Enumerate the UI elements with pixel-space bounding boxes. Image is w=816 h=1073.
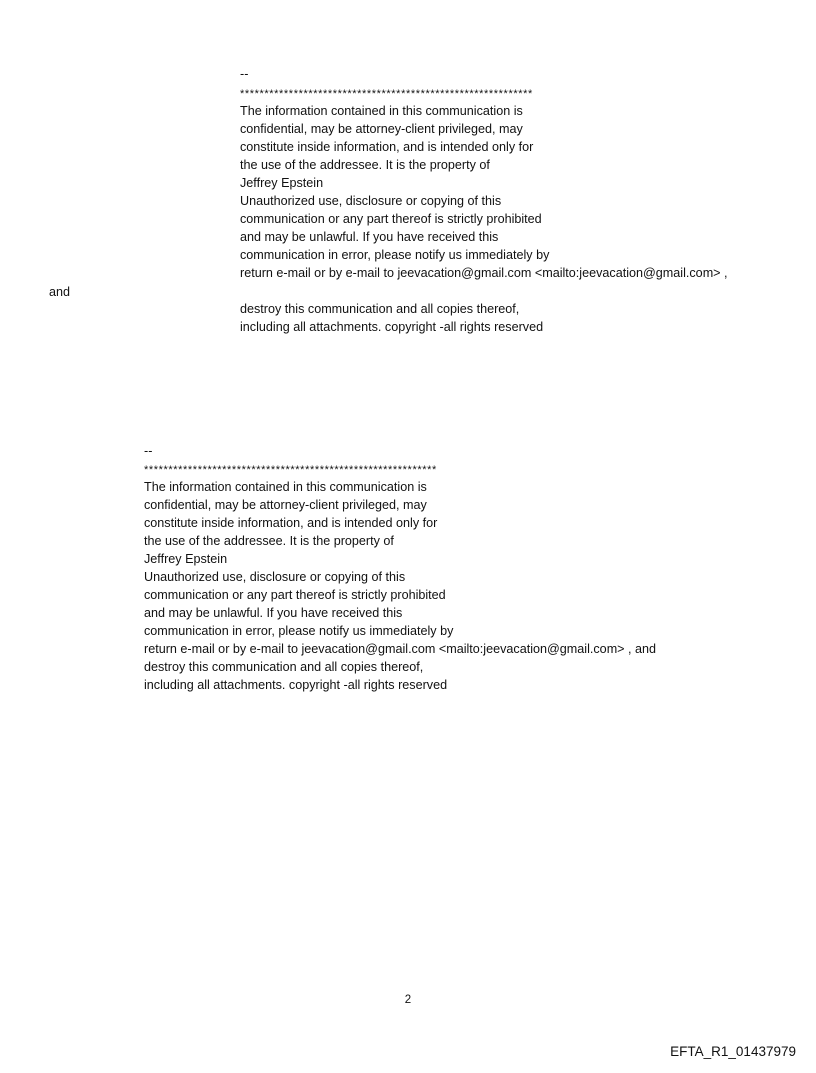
disclaimer-line: destroy this communication and all copies thereof, xyxy=(240,302,520,316)
disclaimer-line: return e-mail or by e-mail to jeevacation@gmail.com <mailto:jeevacation@gmail.com> , and xyxy=(144,642,657,656)
disclaimer-line: confidential, may be attorney-client privileged, may xyxy=(144,498,427,512)
disclaimer-line: communication or any part thereof is strictly prohibited xyxy=(240,212,542,226)
separator-dashes: -- xyxy=(144,444,153,458)
disclaimer-line: and may be unlawful. If you have received this xyxy=(240,230,499,244)
disclaimer-line: including all attachments. copyright -all rights reserved xyxy=(144,678,448,692)
page-number: 2 xyxy=(404,994,412,1006)
disclaimer-line: The information contained in this communication is xyxy=(144,480,427,494)
disclaimer-line: constitute inside information, and is intended only for xyxy=(240,140,534,154)
disclaimer-line: The information contained in this communication is xyxy=(240,104,523,118)
disclaimer-line: the use of the addressee. It is the property of xyxy=(240,158,490,172)
disclaimer-line: Unauthorized use, disclosure or copying of this xyxy=(240,194,502,208)
disclaimer-line: constitute inside information, and is intended only for xyxy=(144,516,438,530)
disclaimer-line: confidential, may be attorney-client privileged, may xyxy=(240,122,523,136)
disclaimer-line: and may be unlawful. If you have received this xyxy=(144,606,403,620)
wrapped-and: and xyxy=(49,285,71,299)
disclaimer-line: Unauthorized use, disclosure or copying of this xyxy=(144,570,406,584)
separator-stars: ************************************************************ xyxy=(144,464,437,476)
disclaimer-line: communication or any part thereof is strictly prohibited xyxy=(144,588,446,602)
disclaimer-line: destroy this communication and all copies thereof, xyxy=(144,660,424,674)
disclaimer-line: Jeffrey Epstein xyxy=(240,176,324,190)
separator-stars: ************************************************************ xyxy=(240,88,533,100)
disclaimer-line: communication in error, please notify us immediately by xyxy=(144,624,454,638)
disclaimer-line: Jeffrey Epstein xyxy=(144,552,228,566)
disclaimer-line: return e-mail or by e-mail to jeevacation@gmail.com <mailto:jeevacation@gmail.com> , xyxy=(240,266,728,280)
disclaimer-line: communication in error, please notify us immediately by xyxy=(240,248,550,262)
disclaimer-line: including all attachments. copyright -all rights reserved xyxy=(240,320,544,334)
document-id: EFTA_R1_01437979 xyxy=(670,1044,796,1059)
separator-dashes: -- xyxy=(240,67,249,81)
disclaimer-line: the use of the addressee. It is the property of xyxy=(144,534,394,548)
